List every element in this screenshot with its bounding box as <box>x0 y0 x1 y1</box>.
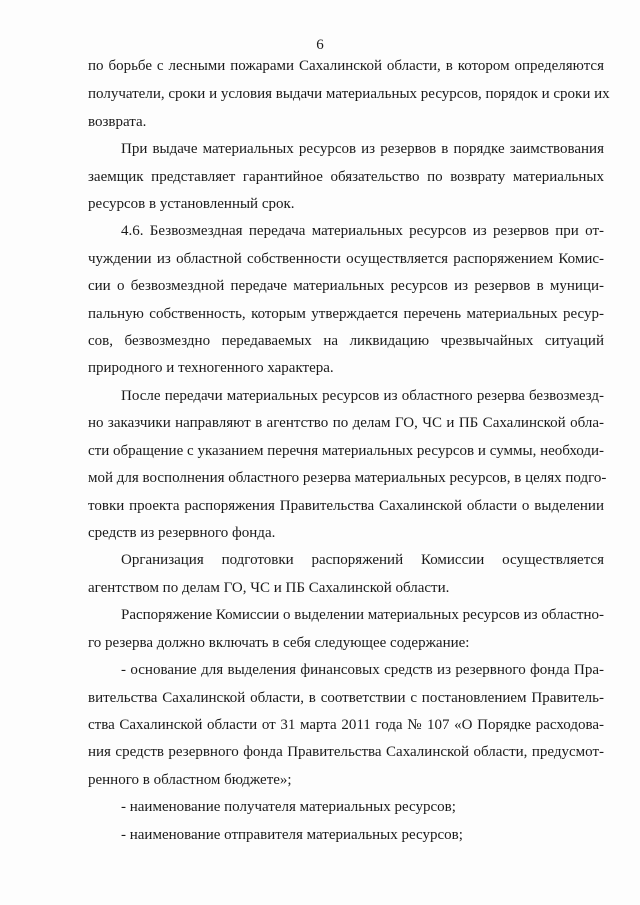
text-line: агентством по делам ГО, ЧС и ПБ Сахалинской области. <box>88 580 450 596</box>
text-line: Организация подготовки распоряжений Комиссии осуществляется <box>121 552 604 568</box>
text-line: пальную собственность, которым утверждается перечень материальных ресур- <box>88 306 604 322</box>
text-line: вительства Сахалинской области, в соответствии с постановлением Правитель- <box>88 690 604 706</box>
text-line: возврата. <box>88 114 147 130</box>
text-line: го резерва должно включать в себя следующее содержание: <box>88 635 470 651</box>
text-line: мой для восполнения областного резерва материальных ресурсов, в целях подго- <box>88 470 607 486</box>
text-line: заемщик представляет гарантийное обязательство по возврату материальных <box>88 169 604 185</box>
text-line: ренного в областном бюджете»; <box>88 772 292 788</box>
text-line: 4.6. Безвозмездная передача материальных ресурсов из резервов при от- <box>121 223 604 239</box>
text-line: чуждении из областной собственности осуществляется распоряжением Комис- <box>88 251 604 267</box>
text-line: Распоряжение Комиссии о выделении материальных ресурсов из областно- <box>121 607 604 623</box>
text-line: ния средств резервного фонда Правительства Сахалинской области, предусмот- <box>88 744 604 760</box>
page-number: 6 <box>316 37 324 53</box>
text-line: сии о безвозмездной передаче материальных ресурсов из резервов в муници- <box>88 278 604 294</box>
text-line: сти обращение с указанием перечня материальных ресурсов и суммы, необходи- <box>88 443 604 459</box>
text-line: - основание для выделения финансовых средств из резервного фонда Пра- <box>121 662 604 678</box>
text-line: средств из резервного фонда. <box>88 525 276 541</box>
text-line: При выдаче материальных ресурсов из резервов в порядке заимствования <box>121 141 604 157</box>
text-line: товки проекта распоряжения Правительства Сахалинской области о выделении <box>88 498 604 514</box>
text-line: - наименование получателя материальных ресурсов; <box>121 799 456 815</box>
text-line: получатели, сроки и условия выдачи материальных ресурсов, порядок и сроки их <box>88 86 610 102</box>
text-line: ресурсов в установленный срок. <box>88 196 295 212</box>
text-line: природного и техногенного характера. <box>88 360 334 376</box>
text-line: ства Сахалинской области от 31 марта 2011 года № 107 «О Порядке расходова- <box>88 717 604 733</box>
text-line: После передачи материальных ресурсов из областного резерва безвозмезд- <box>121 388 604 404</box>
text-line: по борьбе с лесными пожарами Сахалинской области, в котором определяются <box>88 58 604 74</box>
text-line: но заказчики направляют в агентство по делам ГО, ЧС и ПБ Сахалинской обла- <box>88 415 604 431</box>
text-line: - наименование отправителя материальных ресурсов; <box>121 827 463 843</box>
text-line: сов, безвозмездно передаваемых на ликвидацию чрезвычайных ситуаций <box>88 333 604 349</box>
